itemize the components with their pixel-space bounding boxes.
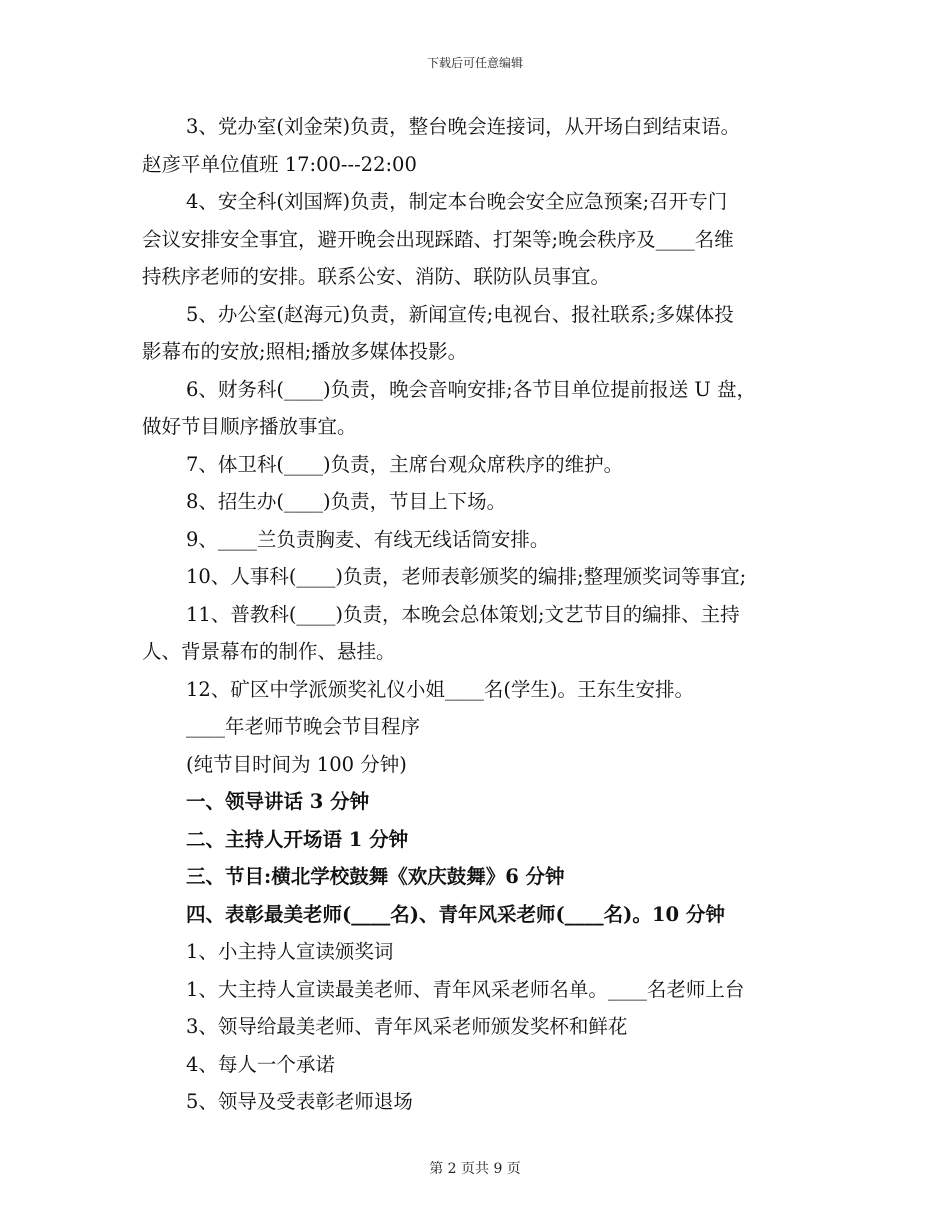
text-line: (纯节目时间为 100 分钟) [186,752,407,776]
text-line: 三、节目:横北学校鼓舞《欢庆鼓舞》6 分钟 [186,865,565,888]
text-line: 6、财务科(____)负责，晚会音响安排;各节目单位提前报送 U 盘， [186,377,757,401]
text-line: 会议安排安全事宜，避开晚会出现踩踏、打架等;晚会秩序及____名维 [142,227,734,251]
page-header: 下载后可任意编辑 [426,56,523,70]
text-line: 12、矿区中学派颁奖礼仪小姐____名(学生)。王东生安排。 [186,677,695,701]
text-line: 赵彦平单位值班 17:00---22:00 [142,152,417,176]
document-body [142,108,822,1121]
text-line: 11、普教科(____)负责，本晚会总体策划;文艺节目的编排、主持 [186,602,740,626]
text-line: 8、招生办(____)负责，节目上下场。 [186,490,507,513]
text-line: 5、领导及受表彰老师退场 [186,1090,413,1113]
text-line: 持秩序老师的安排。联系公安、消防、联防队员事宜。 [142,265,611,288]
text-line: 10、人事科(____)负责，老师表彰颁奖的编排;整理颁奖词等事宜; [186,565,747,588]
text-line: 四、表彰最美老师(____名)、青年风采老师(____名)。10 分钟 [186,902,725,926]
text-line: 4、每人一个承诺 [186,1052,335,1076]
text-line: 4、安全科(刘国辉)负责，制定本台晚会安全应急预案;召开专门 [186,190,728,213]
text-line: 一、领导讲话 3 分钟 [186,790,370,813]
page-footer: 第 2 页共 9 页 [429,1161,521,1177]
text-line: 1、小主持人宣读颁奖词 [186,940,394,963]
text-line: 做好节目顺序播放事宜。 [142,415,357,438]
text-line: 3、领导给最美老师、青年风采老师颁发奖杯和鲜花 [186,1015,628,1038]
text-line: 1、大主持人宣读最美老师、青年风采老师名单。____名老师上台 [186,977,745,1001]
text-line: 3、党办室(刘金荣)负责，整台晚会连接词，从开场白到结束语。 [186,115,741,138]
text-line: 影幕布的安放;照相;播放多媒体投影。 [142,340,468,363]
text-line: 5、办公室(赵海元)负责，新闻宣传;电视台、报社联系;多媒体投 [186,302,734,326]
text-line: 7、体卫科(____)负责，主席台观众席秩序的维护。 [186,452,624,476]
text-line: 9、____兰负责胸麦、有线无线话筒安排。 [186,527,550,551]
text-line: 人、背景幕布的制作、悬挂。 [142,640,396,663]
text-line: 二、主持人开场语 1 分钟 [186,827,409,851]
text-line: ____年老师节晚会节目程序 [186,715,421,738]
